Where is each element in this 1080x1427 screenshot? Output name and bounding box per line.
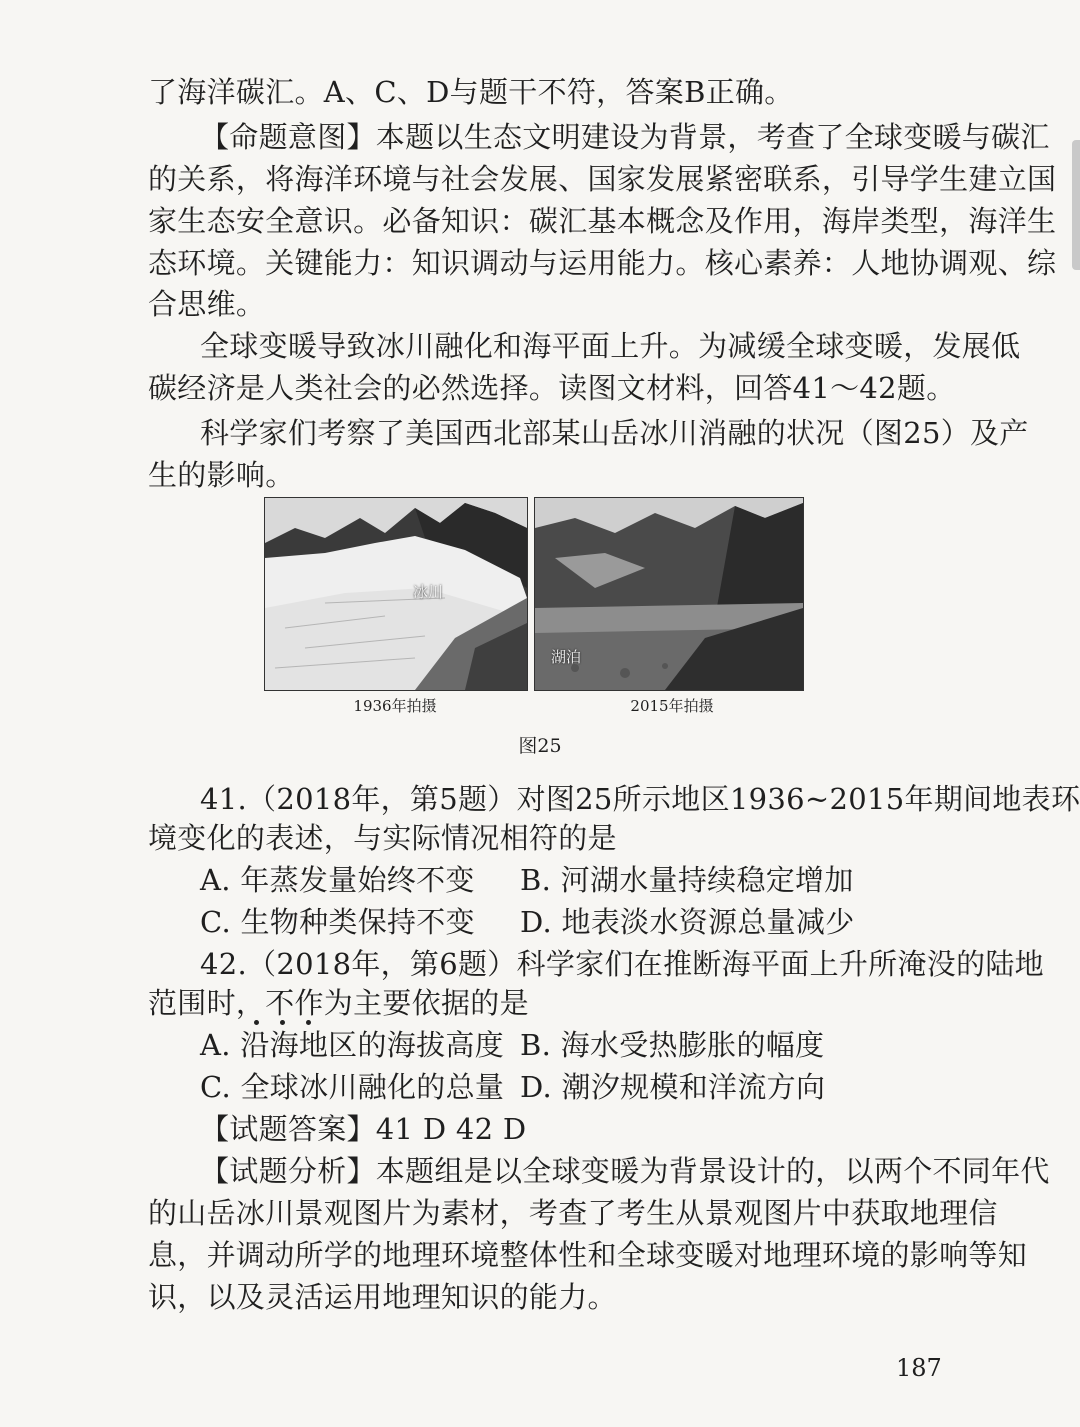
question-41-stem: 41.（2018年，第5题）对图25所示地区1936~2015年期间地表环: [200, 782, 1080, 816]
q41-option-d: D. 地表淡水资源总量减少: [520, 905, 855, 939]
question-41-stem-cont: 境变化的表述，与实际情况相符的是: [148, 821, 617, 855]
text-line: 科学家们考察了美国西北部某山岳冰川消融的状况（图25）及产: [200, 416, 1029, 450]
figure-title: 图25: [518, 735, 562, 757]
photo-caption-1936: 1936年拍摄: [353, 697, 437, 715]
text-line: 合思维。: [148, 287, 266, 321]
text-line: 生的影响。: [148, 458, 295, 492]
text-line: 【命题意图】本题以生态文明建设为背景，考查了全球变暖与碳汇: [200, 120, 1050, 154]
q41-option-c: C. 生物种类保持不变: [200, 905, 475, 939]
photo-caption-2015: 2015年拍摄: [630, 697, 714, 715]
analysis-line: 息，并调动所学的地理环境整体性和全球变暖对地理环境的影响等知: [148, 1238, 1028, 1272]
q42-option-b: B. 海水受热膨胀的幅度: [520, 1028, 825, 1062]
text-line: 了海洋碳汇。A、C、D与题干不符，答案B正确。: [148, 75, 794, 109]
glacier-label: 冰川: [413, 583, 444, 601]
text-line: 家生态安全意识。必备知识：碳汇基本概念及作用，海岸类型，海洋生: [148, 204, 1057, 238]
glacier-photo-1936: [264, 497, 528, 691]
q42-option-d: D. 潮汐规模和洋流方向: [520, 1070, 826, 1104]
question-42-stem-cont: 范围时，不作为主要依据的是: [148, 986, 529, 1020]
text-line: 的关系，将海洋环境与社会发展、国家发展紧密联系，引导学生建立国: [148, 162, 1057, 196]
lake-label: 湖泊: [551, 648, 582, 666]
text-line: 态环境。关键能力：知识调动与运用能力。核心素养：人地协调观、综: [148, 246, 1057, 280]
text-line: 碳经济是人类社会的必然选择。读图文材料，回答41～42题。: [148, 371, 956, 405]
q41-option-b: B. 河湖水量持续稳定增加: [520, 863, 854, 897]
answer-line: 【试题答案】41 D 42 D: [200, 1112, 527, 1146]
question-42-stem: 42.（2018年，第6题）科学家们在推断海平面上升所淹没的陆地: [200, 947, 1044, 981]
page-number: 187: [896, 1354, 942, 1382]
q42-option-c: C. 全球冰川融化的总量: [200, 1070, 505, 1104]
text-line: 全球变暖导致冰川融化和海平面上升。为减缓全球变暖，发展低: [200, 329, 1021, 363]
analysis-line: 的山岳冰川景观图片为素材，考查了考生从景观图片中获取地理信: [148, 1196, 998, 1230]
lake-photo-2015: [534, 497, 804, 691]
q42-option-a: A. 沿海地区的海拔高度: [200, 1028, 504, 1062]
analysis-line: 识，以及灵活运用地理知识的能力。: [148, 1280, 617, 1314]
q41-option-a: A. 年蒸发量始终不变: [200, 863, 475, 897]
analysis-line: 【试题分析】本题组是以全球变暖为背景设计的，以两个不同年代: [200, 1154, 1050, 1188]
page-edge-tab: [1072, 140, 1080, 270]
